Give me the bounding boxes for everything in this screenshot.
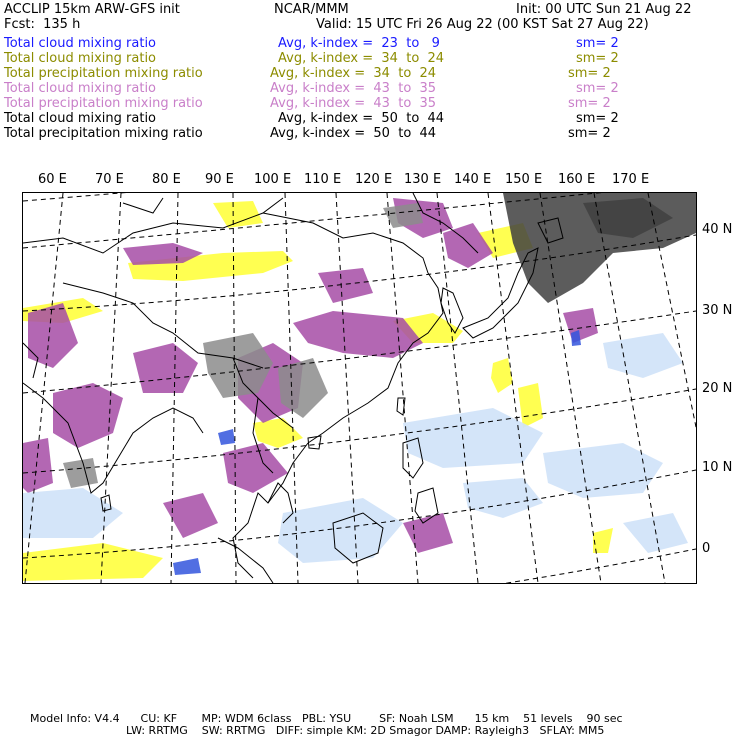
- model-title: ACCLIP 15km ARW-GFS init: [4, 2, 180, 17]
- legend-avg-3: Avg, k-index = 34 to 24: [270, 66, 437, 81]
- legend-avg-5: Avg, k-index = 43 to 35: [270, 96, 437, 111]
- gray-cloud-patch: [63, 458, 98, 488]
- blue-cloud-patch: [218, 429, 235, 445]
- lon-label: 80 E: [152, 172, 181, 187]
- yellow-cloud-patch: [253, 418, 303, 448]
- blue-cloud-patch: [173, 558, 201, 575]
- legend-avg-1: Avg, k-index = 23 to 9: [278, 36, 440, 51]
- model-info-line1: Model Info: V4.4 CU: KF MP: WDM 6class PBL: YSU SF: Noah LSM 15 km 51 levels 90 sec: [30, 712, 623, 725]
- country-border: [123, 198, 163, 213]
- cloud-fields-layer: [23, 193, 696, 581]
- lon-label: 140 E: [454, 172, 492, 187]
- purple-cloud-patch: [293, 311, 423, 358]
- legend-avg-6: Avg, k-index = 50 to 44: [278, 111, 445, 126]
- legend-field-7: Total precipitation mixing ratio: [4, 126, 203, 141]
- purple-cloud-patch: [443, 223, 493, 268]
- lat-label: 0: [702, 541, 711, 556]
- lon-label: 100 E: [254, 172, 292, 187]
- forecast-map: [23, 193, 696, 583]
- coastline: [218, 538, 273, 583]
- lon-label: 110 E: [304, 172, 342, 187]
- lon-label: 130 E: [404, 172, 442, 187]
- purple-cloud-patch: [53, 383, 123, 448]
- lightblue-cloud-patch: [603, 333, 683, 378]
- valid-time: Valid: 15 UTC Fri 26 Aug 22 (00 KST Sat 27 Aug 22): [316, 17, 649, 32]
- forecast-hour: Fcst: 135 h: [4, 17, 81, 32]
- purple-cloud-patch: [133, 343, 198, 393]
- lon-label: 160 E: [558, 172, 596, 187]
- legend-sm-1: sm= 2: [576, 36, 619, 51]
- legend-sm-4: sm= 2: [576, 81, 619, 96]
- coastline: [268, 483, 293, 523]
- legend-sm-5: sm= 2: [568, 96, 611, 111]
- legend-sm-7: sm= 2: [568, 126, 611, 141]
- lon-label: 170 E: [612, 172, 650, 187]
- purple-cloud-patch: [318, 268, 373, 303]
- map-panel: [22, 192, 697, 584]
- lon-label: 90 E: [205, 172, 234, 187]
- lon-label: 120 E: [355, 172, 393, 187]
- purple-cloud-patch: [223, 443, 288, 493]
- legend-sm-3: sm= 2: [568, 66, 611, 81]
- yellow-cloud-patch: [213, 201, 263, 228]
- model-info-line2: LW: RRTMG SW: RRTMG DIFF: simple KM: 2D Smagor DAMP: Rayleigh3 SFLAY: MM5: [126, 724, 605, 737]
- legend-avg-4: Avg, k-index = 43 to 35: [270, 81, 437, 96]
- legend-field-3: Total precipitation mixing ratio: [4, 66, 203, 81]
- yellow-cloud-patch: [23, 543, 163, 581]
- purple-cloud-patch: [163, 493, 218, 538]
- legend-sm-6: sm= 2: [576, 111, 619, 126]
- lightblue-cloud-patch: [463, 478, 543, 518]
- init-time: Init: 00 UTC Sun 21 Aug 22: [516, 2, 692, 17]
- legend-field-6: Total cloud mixing ratio: [4, 111, 157, 126]
- legend-field-5: Total precipitation mixing ratio: [4, 96, 203, 111]
- coastline: [308, 436, 321, 449]
- purple-cloud-patch: [563, 308, 598, 343]
- lon-label: 60 E: [38, 172, 67, 187]
- lat-label: 40 N: [702, 222, 733, 237]
- legend-sm-2: sm= 2: [576, 51, 619, 66]
- lon-label: 150 E: [505, 172, 543, 187]
- lon-label: 70 E: [95, 172, 124, 187]
- legend-avg-7: Avg, k-index = 50 to 44: [270, 126, 437, 141]
- legend-avg-2: Avg, k-index = 34 to 24: [278, 51, 445, 66]
- organization: NCAR/MMM: [274, 2, 349, 17]
- lat-label: 10 N: [702, 460, 733, 475]
- legend-field-4: Total cloud mixing ratio: [4, 81, 157, 96]
- lat-label: 20 N: [702, 381, 733, 396]
- lat-label: 30 N: [702, 303, 733, 318]
- legend-field-2: Total cloud mixing ratio: [4, 51, 157, 66]
- coastline: [308, 273, 443, 443]
- yellow-cloud-patch: [518, 383, 543, 428]
- legend-field-1: Total cloud mixing ratio: [4, 36, 157, 51]
